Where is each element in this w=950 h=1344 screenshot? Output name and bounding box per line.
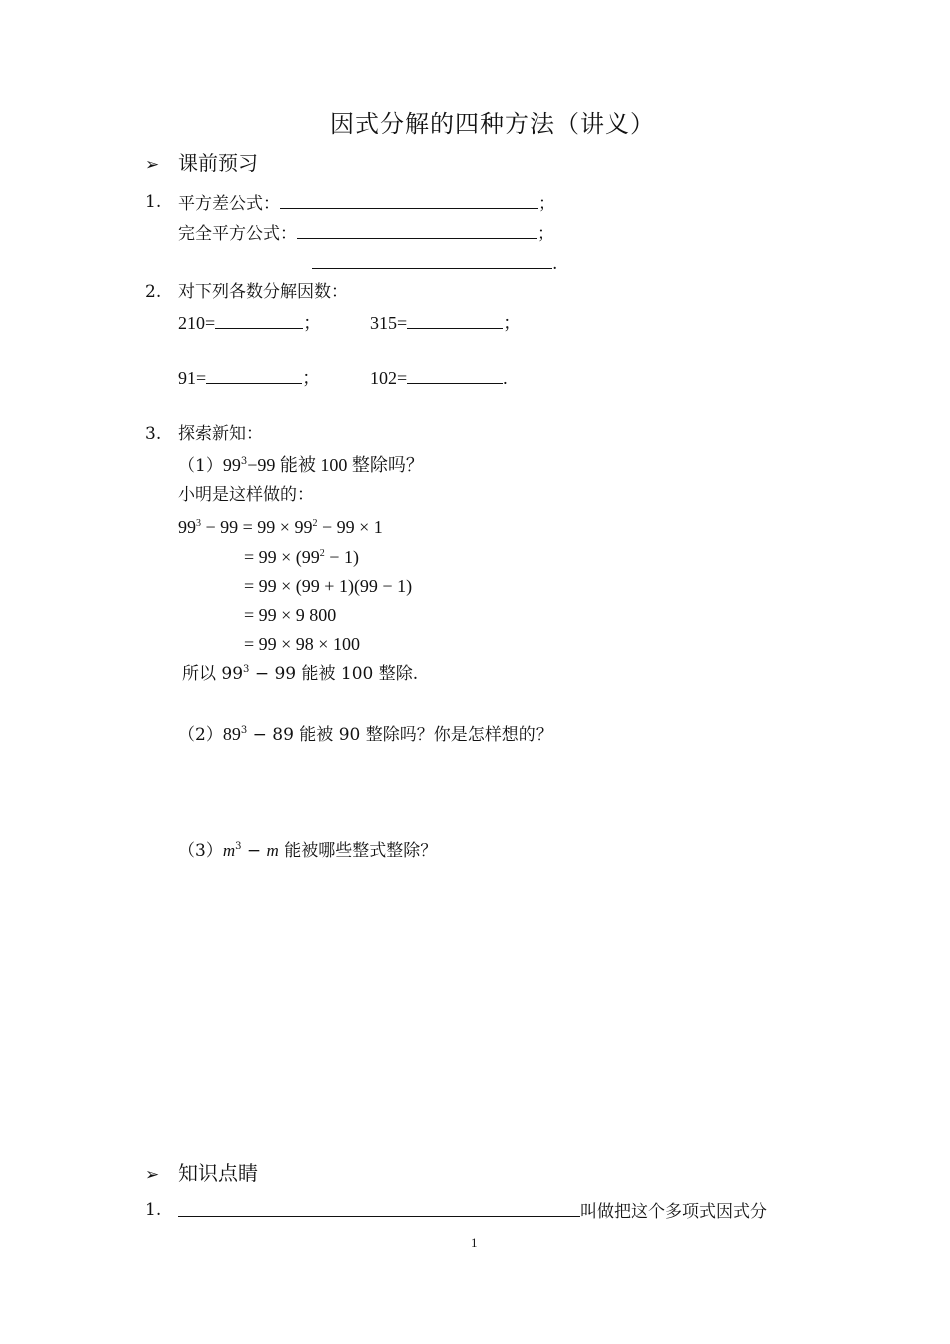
q1-line-perfect-square	[178, 222, 554, 244]
separator: ；	[538, 194, 555, 214]
page-title: 因式分解的四种方法（讲义）	[330, 110, 655, 138]
q3-step-2: = $99 \times (99^2 - 1)$	[244, 547, 359, 567]
page-number: 1	[471, 1235, 478, 1250]
q2-item-315: 315= ；	[370, 313, 522, 333]
knowledge-item-1: 叫做把这个多项式因式分	[178, 1200, 767, 1222]
answer-blank[interactable]	[206, 367, 302, 384]
q3-xiaoming: 小明是这样做的：	[178, 485, 314, 505]
separator: ；	[537, 224, 554, 244]
answer-blank[interactable]	[280, 192, 538, 209]
q3-step-5: = 99 × 98 × 100	[244, 634, 360, 654]
q1-line-perfect-square-2	[312, 252, 557, 274]
q3-part1: $(1)99^3-99$ 能被 100 整除吗？	[178, 455, 424, 476]
q2-item-210: 210= ；	[178, 313, 322, 333]
answer-blank[interactable]	[407, 312, 503, 329]
question-number-2: 2.	[145, 282, 162, 302]
question-number-3: 3.	[145, 424, 162, 444]
answer-blank[interactable]	[215, 312, 303, 329]
answer-blank[interactable]	[407, 367, 503, 384]
q1-line-difference-of-squares	[178, 192, 555, 214]
q3-step-1: $99^3 - 99 = 99 \times 99^2 - 99 \times 1$	[178, 517, 383, 537]
answer-blank[interactable]	[178, 1200, 580, 1217]
q3-label: 探索新知：	[178, 424, 263, 444]
knowledge-number-1: 1.	[145, 1200, 162, 1220]
q3-step-4: = 99 × 9 800	[244, 605, 337, 625]
section-bullet-icon: ➢	[145, 155, 160, 175]
answer-blank[interactable]	[312, 252, 552, 269]
answer-blank[interactable]	[297, 222, 537, 239]
q1-label-perfect-square: 完全平方公式：	[178, 224, 297, 244]
period: .	[552, 254, 558, 274]
section-heading-pre-class: 课前预习	[178, 151, 258, 175]
q3-part3: $(3)m^3 - m$ 能被哪些整式整除？	[178, 841, 438, 861]
q2-item-91: 91= ；	[178, 368, 321, 388]
question-number-1: 1.	[145, 192, 162, 212]
q3-part2: $(2)89^3 - 89$ 能被 90 整除吗？你是怎样想的？	[178, 724, 553, 745]
section-heading-knowledge: 知识点睛	[178, 1161, 258, 1185]
q2-item-102: 102= .	[370, 368, 508, 388]
q3-step-3: = 99 × (99 + 1)(99 − 1)	[244, 576, 413, 596]
section-bullet-icon: ➢	[145, 1165, 160, 1185]
q1-label-difference-of-squares: 平方差公式：	[178, 194, 280, 214]
q2-label: 对下列各数分解因数：	[178, 282, 348, 302]
q3-conclusion: 所以 $99^3 - 99$ 能被 100 整除.	[182, 664, 419, 684]
